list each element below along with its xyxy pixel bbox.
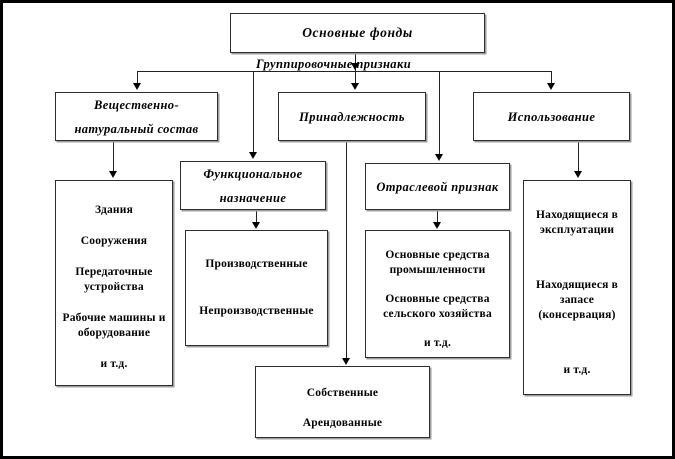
list-item: и т.д. <box>100 357 128 370</box>
list-item: и т.д. <box>563 363 591 376</box>
drop-line-industry <box>439 71 440 156</box>
arrow-industry-to-list-icon <box>433 222 441 229</box>
category-functional-line1: Функциональное <box>203 166 303 181</box>
arrow-ownership-to-list-line <box>346 141 347 358</box>
list-functional-box <box>185 230 328 346</box>
arrow-material-to-list-line <box>113 141 114 173</box>
arrow-usage-to-list-line <box>578 141 579 172</box>
category-ownership-box <box>278 92 426 141</box>
list-item: Передаточные устройства <box>75 265 153 293</box>
drop-arrowhead-industry-icon <box>435 154 443 161</box>
arrow-functional-to-list-icon <box>252 222 260 229</box>
list-item: Находящиеся в эксплуатации <box>535 208 619 236</box>
drop-arrowhead-usage-icon <box>547 83 555 90</box>
category-industry-label: Отраслевой признак <box>376 179 499 194</box>
category-material-line1: Вещественно- <box>93 97 180 112</box>
list-item: Находящиеся в запасе (консервация) <box>535 278 619 321</box>
list-item: Здания <box>94 203 134 216</box>
category-industry-box <box>365 163 510 210</box>
root-title: Основные фонды <box>302 25 413 40</box>
list-item: Рабочие машины и оборудование <box>62 311 166 339</box>
list-item: Арендованные <box>302 416 383 429</box>
list-item: Непроизводственные <box>199 305 314 317</box>
arrow-ownership-to-list-icon <box>342 358 350 365</box>
drop-arrowhead-material-icon <box>133 83 141 90</box>
category-material-box <box>55 92 218 141</box>
arrow-material-to-list-icon <box>109 171 117 178</box>
list-item: Основные средства сельского хозяйства <box>383 292 492 320</box>
category-material-line2: натуральный состав <box>74 121 199 136</box>
list-industry-box <box>365 230 510 358</box>
list-item: Основные средства промышленности <box>385 248 490 276</box>
root-box <box>230 13 485 53</box>
category-functional-line2: назначение <box>219 190 287 205</box>
category-usage-label: Использование <box>507 109 596 124</box>
list-usage-box <box>523 180 631 395</box>
category-usage-box <box>473 92 630 141</box>
arrow-usage-to-list-icon <box>574 171 582 178</box>
category-functional-box <box>180 161 326 210</box>
drop-line-functional <box>253 71 254 154</box>
list-item: Сооружения <box>80 234 148 247</box>
list-item: Собственные <box>306 386 379 399</box>
category-ownership-label: Принадлежность <box>299 109 405 124</box>
list-ownership-box <box>255 366 430 438</box>
list-item: и т.д. <box>423 336 452 349</box>
drop-arrowhead-ownership-icon <box>351 83 359 90</box>
drop-arrowhead-functional-icon <box>249 152 257 159</box>
list-item: Производственные <box>205 258 308 270</box>
list-material-box <box>55 180 173 386</box>
branch-label: Группировочные признаки <box>255 57 412 71</box>
